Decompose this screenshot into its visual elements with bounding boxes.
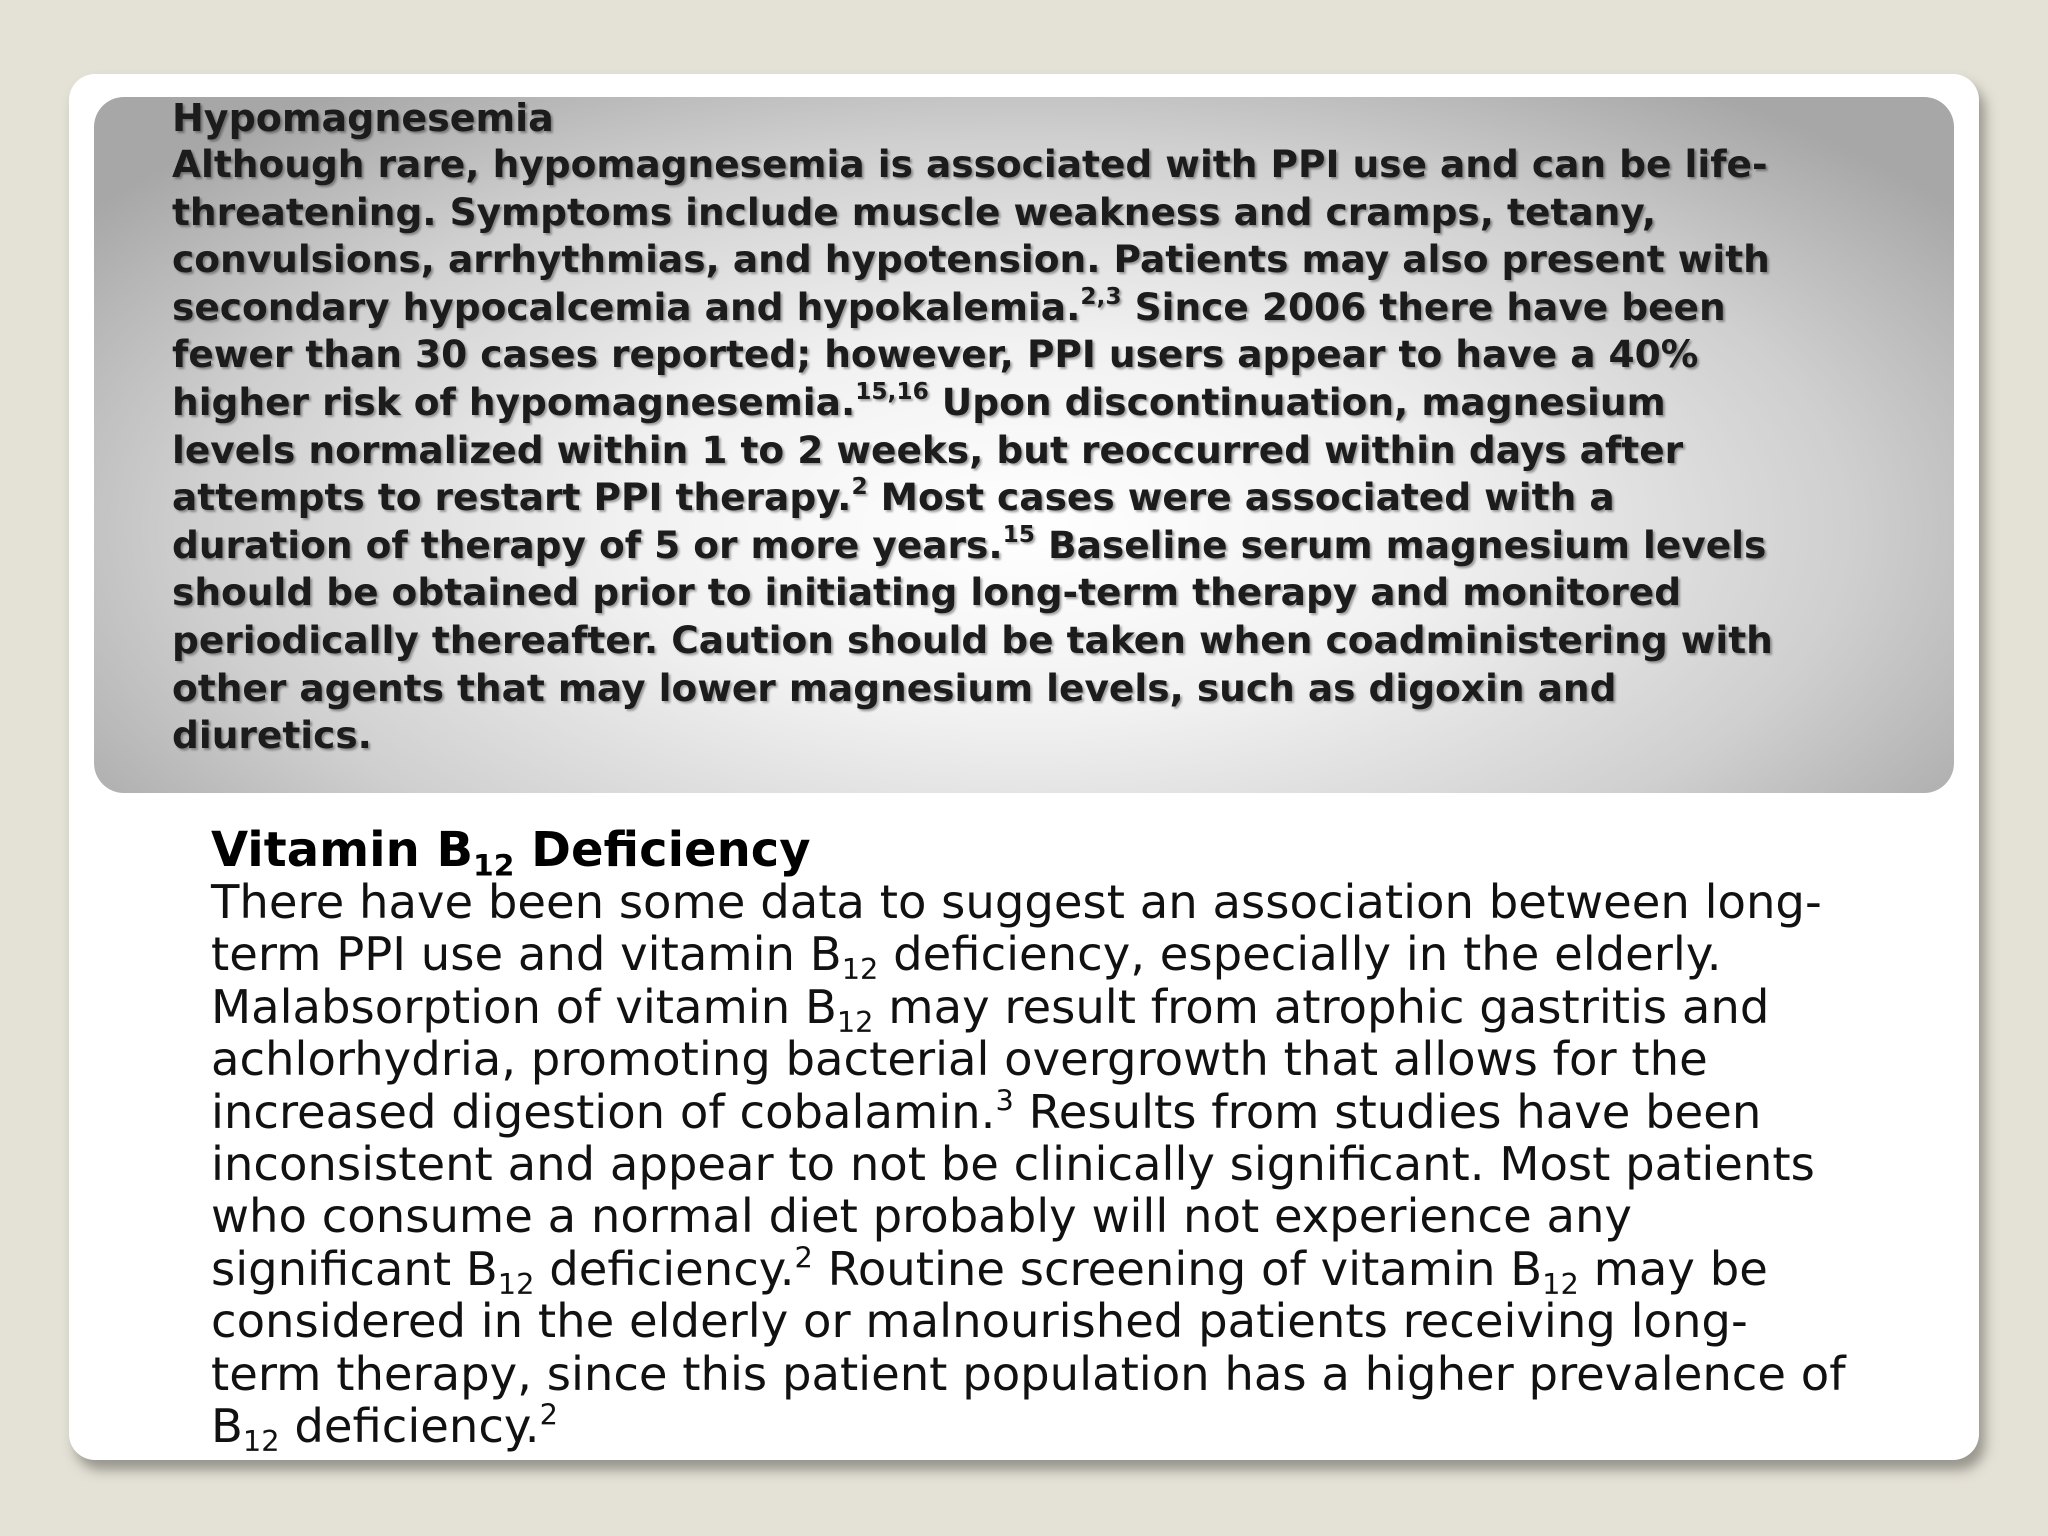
paragraph-line: There have been some data to suggest an association between long- xyxy=(211,875,1822,929)
vitamin-b12-heading: Vitamin $B_{12}$ Deficiency xyxy=(211,822,811,884)
paragraph-line: should be obtained prior to initiating long-term therapy and monitored xyxy=(172,570,1682,615)
subscript: 12 xyxy=(497,1267,535,1302)
paragraph-line: secondary hypocalcemia and hypokalemia.$^{2,3}$ Since 2006 there have been xyxy=(172,282,1726,329)
subscript: 12 xyxy=(1542,1267,1579,1302)
hypomagnesemia-paragraph xyxy=(172,141,1954,760)
citation-ref: 3 xyxy=(995,1083,1014,1118)
paragraph-line: considered in the elderly or malnourished patients receiving long- xyxy=(211,1294,1748,1349)
paragraph-line: Malabsorption of vitamin $B_{12}$ may result from atrophic gastritis and xyxy=(211,979,1770,1040)
citation-ref: 2 xyxy=(794,1240,813,1275)
paragraph-line: increased digestion of cobalamin.$^3$ Results from studies have been xyxy=(211,1083,1762,1139)
paragraph-line: threatening. Symptoms include muscle weakness and cramps, tetany, xyxy=(172,189,1657,234)
paragraph-line: levels normalized within 1 to 2 weeks, but reoccurred within days after xyxy=(172,427,1684,472)
citation-ref: 15 xyxy=(1002,520,1035,548)
subscript: 12 xyxy=(242,1424,280,1459)
subscript: 12 xyxy=(841,952,879,987)
paragraph-line: higher risk of hypomagnesemia.$^{15,16}$ Upon discontinuation, magnesium xyxy=(172,378,1666,424)
paragraph-line: $B_{12}$ deficiency.$^2$ xyxy=(211,1397,558,1459)
paragraph-line: term PPI use and vitamin $B_{12}$ deficiency, especially in the elderly. xyxy=(211,927,1722,987)
vitamin-b12-paragraph xyxy=(211,875,1951,1459)
subscript: 12 xyxy=(473,848,515,884)
hypomagnesemia-panel xyxy=(94,97,1954,793)
paragraph-line: attempts to restart PPI therapy.$^2$ Most cases were associated with a xyxy=(172,473,1615,520)
paragraph-line: periodically thereafter. Caution should be taken when coadministering with xyxy=(172,617,1773,662)
paragraph-line: inconsistent and appear to not be clinically significant. Most patients xyxy=(211,1137,1815,1192)
citation-ref: 15,16 xyxy=(855,378,929,406)
paragraph-line: achlorhydria, promoting bacterial overgrowth that allows for the xyxy=(211,1032,1708,1087)
paragraph-line: term therapy, since this patient population has a higher prevalence of xyxy=(211,1346,1846,1401)
paragraph-line: who consume a normal diet probably will not experience any xyxy=(211,1189,1632,1244)
paragraph-line: duration of therapy of 5 or more years.$^{15}$ Baseline serum magnesium levels xyxy=(172,520,1767,567)
paragraph-line: diuretics. xyxy=(172,713,372,758)
paragraph-line: significant $B_{12}$ deficiency.$^2$ Routine screening of vitamin $B_{12}$ may be xyxy=(211,1240,1768,1302)
paragraph-line: fewer than 30 cases reported; however, PPI users appear to have a 40% xyxy=(172,332,1699,377)
paragraph-line: convulsions, arrhythmias, and hypotension. Patients may also present with xyxy=(172,237,1770,282)
subscript: 12 xyxy=(836,1005,874,1040)
citation-ref: 2,3 xyxy=(1080,282,1122,310)
citation-ref: 2 xyxy=(851,473,868,501)
paragraph-line: Although rare, hypomagnesemia is associated with PPI use and can be life- xyxy=(172,142,1768,186)
paragraph-line: other agents that may lower magnesium levels, such as digoxin and xyxy=(172,665,1617,710)
citation-ref: 2 xyxy=(539,1397,558,1432)
hypomagnesemia-heading: Hypomagnesemia xyxy=(172,97,554,140)
